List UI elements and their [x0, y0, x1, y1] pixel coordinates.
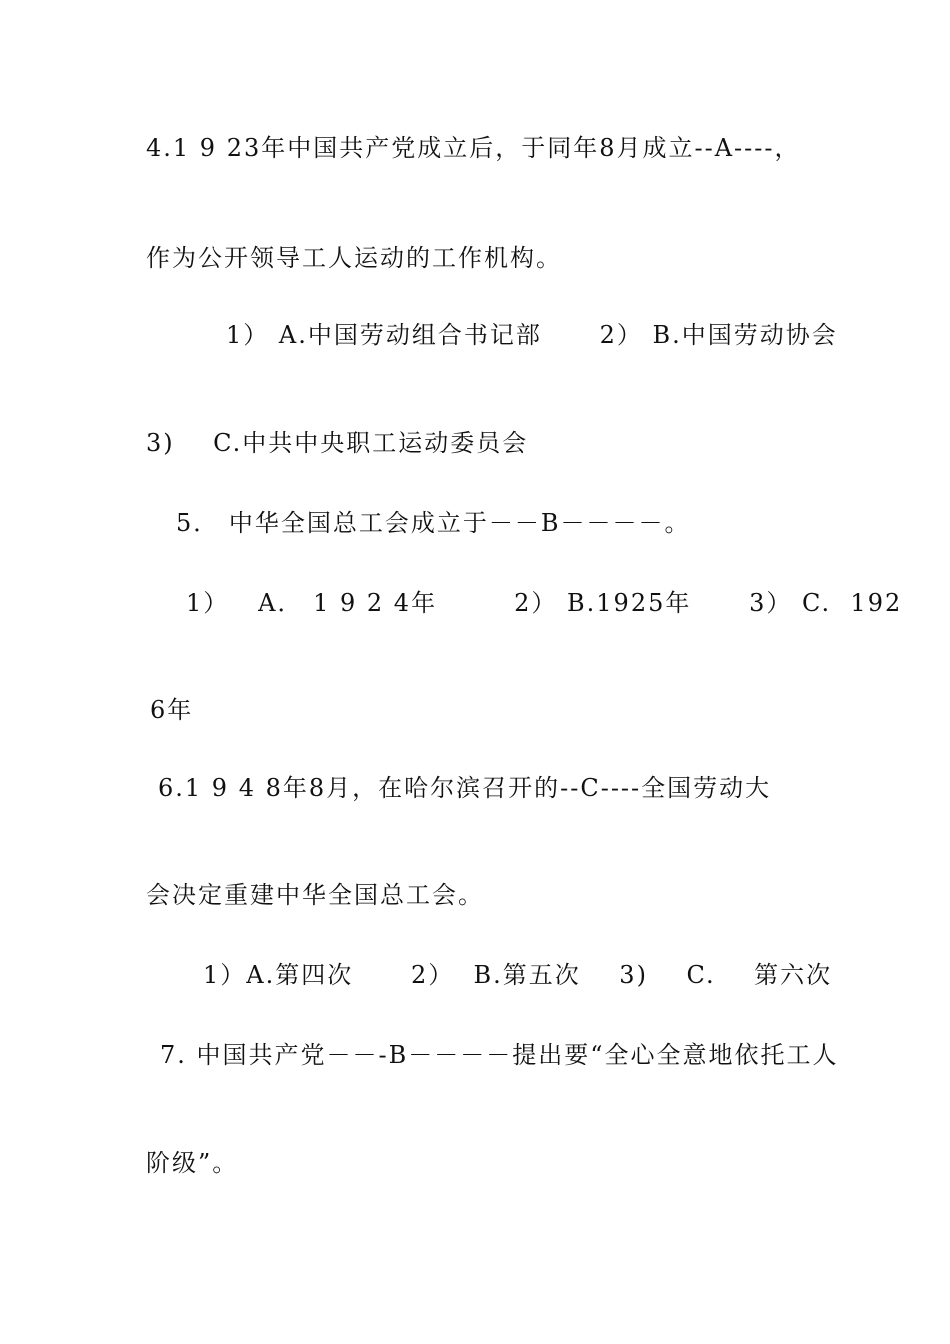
question-4-options-line-2: 3) C.中共中央职工运动委员会 — [146, 429, 529, 457]
question-4-stem-line-1: 4.1 9 23年中国共产党成立后，于同年8月成立--A----， — [146, 134, 801, 162]
question-6-stem-line-1: 6.1 9 4 8年8月，在哈尔滨召开的--C----全国劳动大 — [158, 774, 772, 802]
question-5-stem: 5． 中华全国总工会成立于－－B－－－－。 — [176, 509, 691, 537]
question-5-options-line-2: 6年 — [150, 696, 194, 724]
question-4-stem-line-2: 作为公开领导工人运动的工作机构。 — [146, 244, 562, 272]
question-7-stem-line-1: 7. 中国共产党－－-B－－－－提出要“全心全意地依托工人 — [160, 1041, 839, 1069]
question-7-stem-line-2: 阶级”。 — [146, 1149, 239, 1177]
question-4-options-line-1: 1） A.中国劳动组合书记部 2） B.中国劳动协会 — [226, 321, 838, 349]
question-6-options: 1）A.第四次 2） B.第五次 3) C. 第六次 — [203, 961, 833, 989]
question-6-stem-line-2: 会决定重建中华全国总工会。 — [146, 881, 484, 909]
question-5-options-line-1: 1） A． 1 9 2 4年 2） B.1925年 3） C. 192 — [186, 589, 903, 617]
